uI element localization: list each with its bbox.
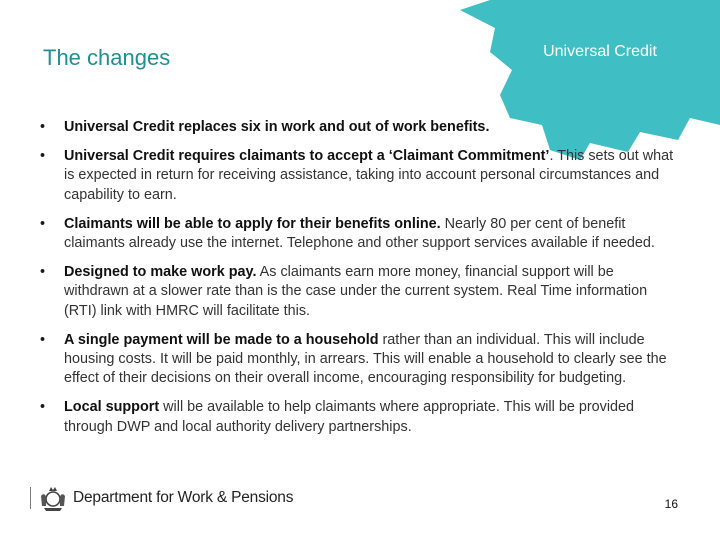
footer-divider [30,487,31,509]
bullet-icon: • [40,399,46,416]
bullet-lead: Universal Credit requires claimants to accept a ‘Claimant Commitment’ [64,147,550,164]
bullet-text: rather than an individual. This will include housing costs. It will be paid monthly, in arrears. This will enable a household to clearly see the effect of their decisions on their overall income, encouraging responsibility for budgeting. [64,331,667,387]
bullet-text: Nearly 80 per cent of benefit claimants already use the internet. Telephone and other support services available if needed. [64,215,655,252]
bullet-icon: • [40,119,46,135]
organisation-name: Department for Work & Pensions [73,489,294,506]
bullet-icon: • [40,215,46,232]
royal-crest-icon [38,484,68,512]
bullet-lead: Local support [64,399,160,416]
list-item [30,398,680,437]
bullet-icon: • [40,147,46,164]
bullet-lead: Claimants will be able to apply for their benefits online. [64,215,441,232]
section-tag: Universal Credit [543,43,657,60]
bullet-lead: Universal Credit replaces six in work and out of work benefits. [64,119,490,135]
list-item [30,118,680,137]
bullet-lead: Designed to make work pay. [64,263,257,280]
bullet-text: As claimants earn more money, financial support will be withdrawn at a slower rate than is the case under the current system. Real Time information (RTI) link with HMRC will facilitate this. [64,263,648,319]
list-item [30,215,680,254]
bullet-text: . This sets out what is expected in return for receiving assistance, taking into account personal circumstances and capability to earn. [64,147,674,203]
bullet-icon: • [40,331,46,348]
bullet-icon: • [40,263,46,280]
list-item [30,263,680,321]
bullet-text: will be available to help claimants where appropriate. This will be provided through DWP and local authority delivery partnerships. [64,399,635,435]
page-title: The changes [43,45,171,70]
bullet-lead: A single payment will be made to a household [64,331,379,348]
page-number: 16 [664,497,678,511]
list-item [30,331,680,389]
bullet-list [30,118,680,447]
list-item [30,147,680,205]
